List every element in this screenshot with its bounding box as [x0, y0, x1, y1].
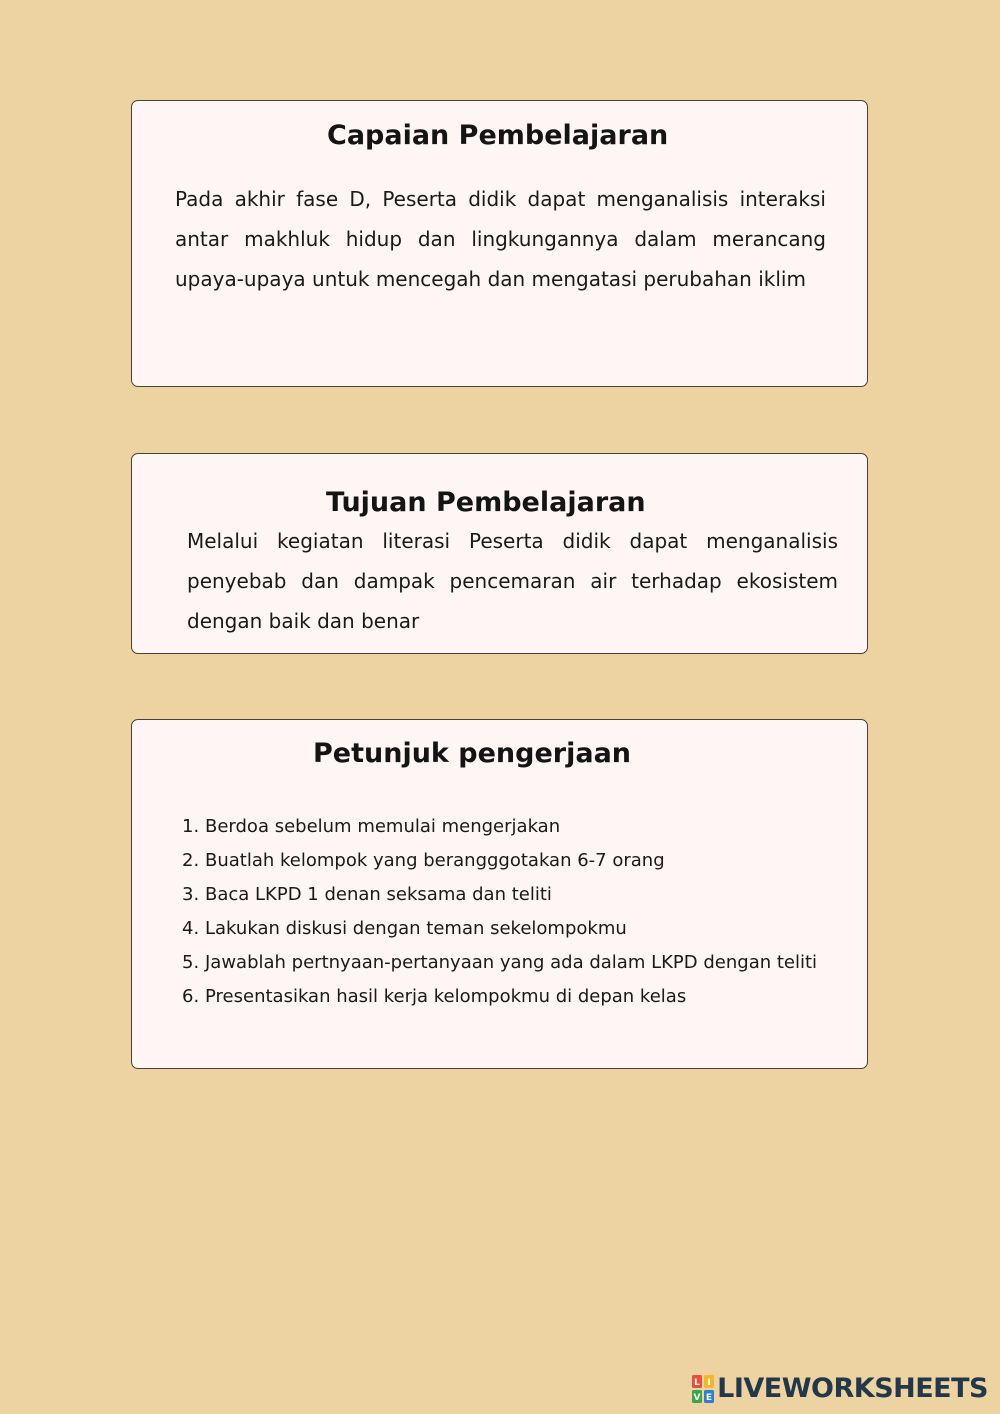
- instructions-list: [182, 810, 838, 1014]
- step-number: 6.: [182, 986, 200, 1007]
- step-number: 4.: [182, 918, 200, 939]
- liveworksheets-brand-name: LIVEWORKSHEETS: [717, 1373, 988, 1404]
- step-text: Presentasikan hasil kerja kelompokmu di depan kelas: [205, 986, 687, 1007]
- instruction-step: [182, 912, 838, 946]
- step-text: Jawablah pertnyaan-pertanyaan yang ada dalam LKPD dengan teliti: [205, 952, 818, 973]
- learning-outcomes-card: [131, 100, 868, 387]
- step-number: 1.: [182, 816, 200, 837]
- svg-text:V: V: [693, 1393, 701, 1403]
- instruction-step: [182, 810, 838, 844]
- svg-text:L: L: [694, 1378, 701, 1388]
- svg-text:E: E: [706, 1393, 713, 1403]
- learning-objectives-text: Melalui kegiatan literasi Peserta didik dapat menganalisis penyebab dan dampak pencemaran air terhadap ekosistem dengan baik dan benar: [187, 529, 838, 633]
- learning-objectives-card: [131, 453, 868, 654]
- step-number: 5.: [182, 952, 200, 973]
- step-number: 3.: [182, 884, 200, 905]
- step-text: Lakukan diskusi dengan teman sekelompokmu: [205, 918, 627, 939]
- instructions-card: [131, 719, 868, 1069]
- instruction-step: [182, 946, 838, 980]
- step-number: 2.: [182, 850, 200, 871]
- liveworksheets-logo-icon: [692, 1375, 714, 1403]
- learning-objectives-title: Tujuan Pembelajaran: [326, 487, 646, 518]
- svg-text:I: I: [707, 1378, 711, 1388]
- learning-outcomes-title: Capaian Pembelajaran: [327, 120, 669, 151]
- instruction-step: [182, 844, 838, 878]
- learning-outcomes-text: Pada akhir fase D, Peserta didik dapat menganalisis interaksi antar makhluk hidup dan lingkungannya dalam merancang upaya-upaya untuk mencegah dan mengatasi perubahan iklim: [175, 187, 826, 291]
- instruction-step: [182, 980, 838, 1014]
- step-text: Buatlah kelompok yang berangggotakan 6-7 orang: [205, 850, 665, 871]
- instruction-step: [182, 878, 838, 912]
- step-text: Berdoa sebelum memulai mengerjakan: [205, 816, 561, 837]
- instructions-title: Petunjuk pengerjaan: [313, 738, 632, 769]
- liveworksheets-watermark: [692, 1372, 988, 1406]
- step-text: Baca LKPD 1 denan seksama dan teliti: [205, 884, 552, 905]
